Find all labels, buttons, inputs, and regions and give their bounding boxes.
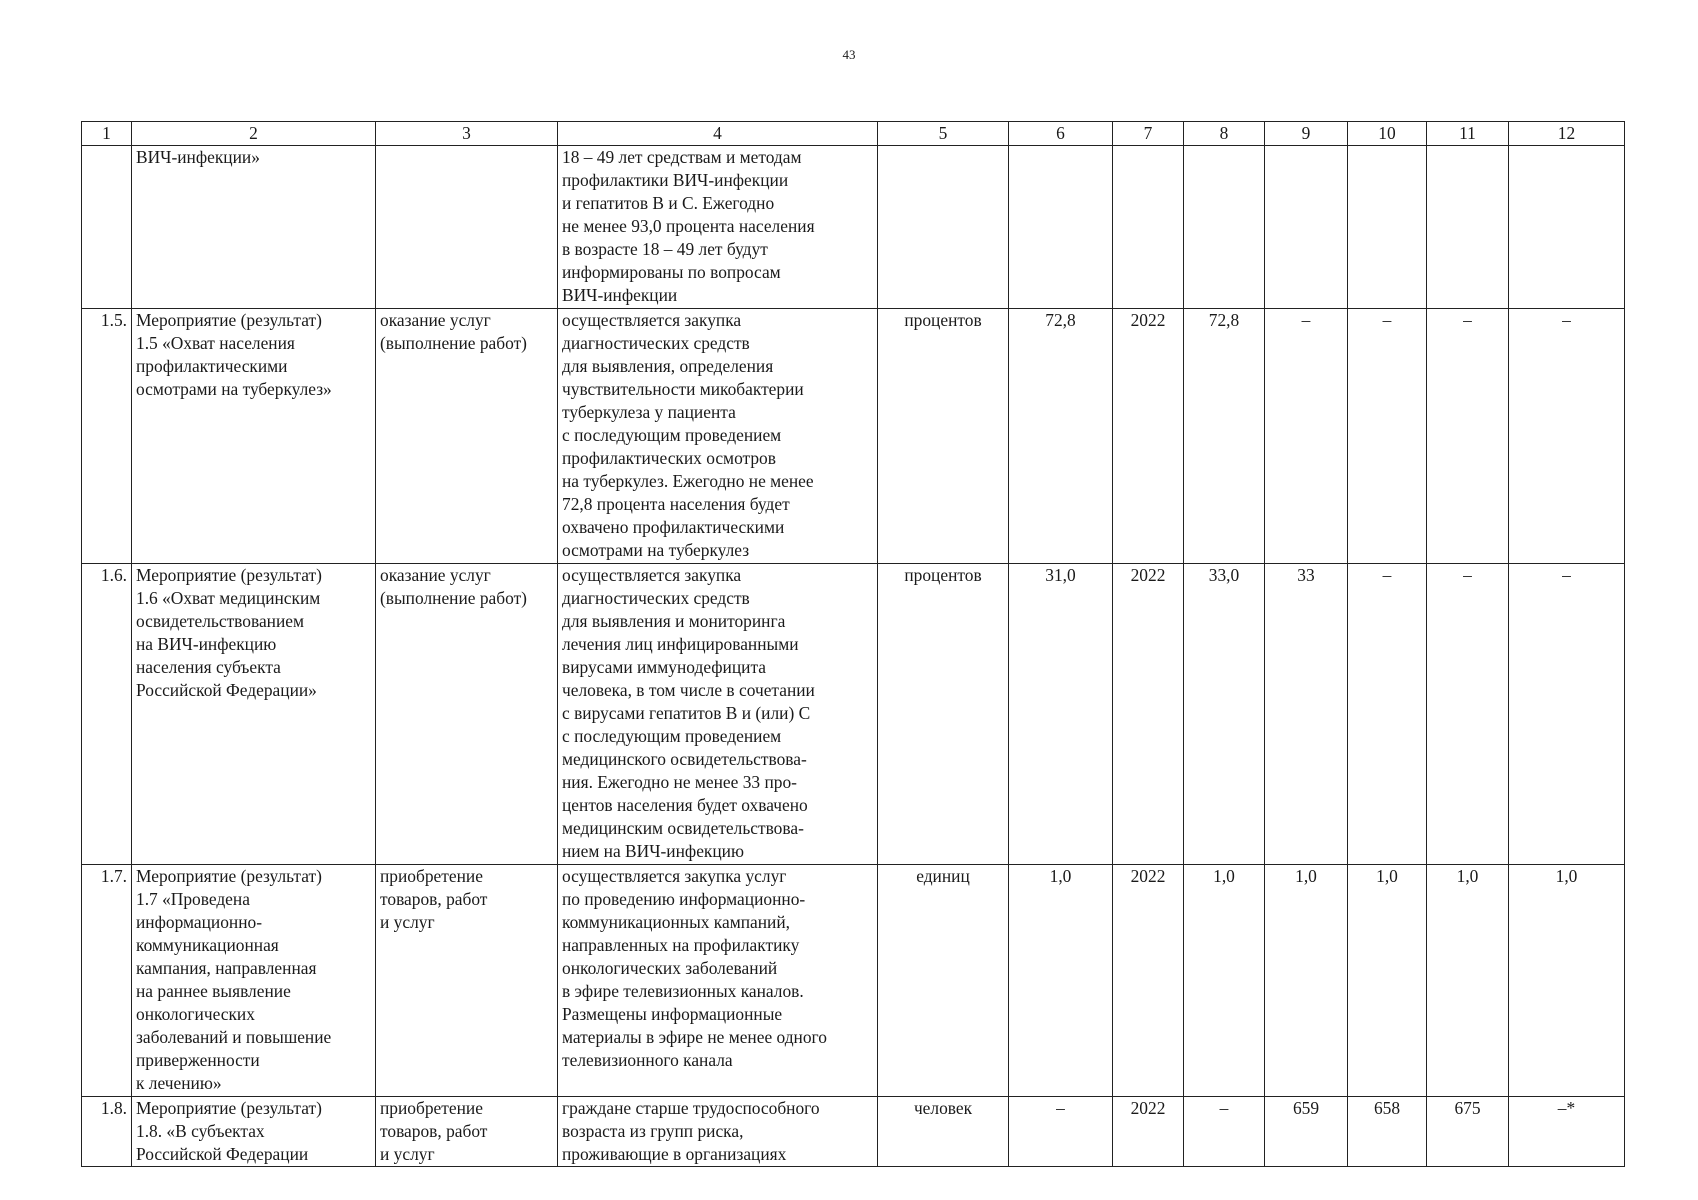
row-number <box>82 146 132 309</box>
value-col-8: – <box>1184 1097 1265 1167</box>
col-header-8: 8 <box>1184 122 1265 146</box>
measure-name: Мероприятие (результат) 1.6 «Охват медицинским освидетельствованием на ВИЧ-инфекцию населения субъекта Российской Федерации» <box>132 564 376 865</box>
base-year <box>1113 146 1184 309</box>
unit: единиц <box>878 865 1009 1097</box>
table-row <box>82 865 1625 1097</box>
value-col-9: 659 <box>1265 1097 1348 1167</box>
base-value: – <box>1009 1097 1113 1167</box>
value-col-11: 675 <box>1427 1097 1509 1167</box>
row-number: 1.6. <box>82 564 132 865</box>
col-header-11: 11 <box>1427 122 1509 146</box>
measure-type: приобретение товаров, работ и услуг <box>376 1097 558 1167</box>
page-number: 43 <box>842 47 856 62</box>
col-header-12: 12 <box>1509 122 1625 146</box>
value-col-12: –* <box>1509 1097 1625 1167</box>
base-value: 72,8 <box>1009 309 1113 564</box>
measure-type: приобретение товаров, работ и услуг <box>376 865 558 1097</box>
col-header-9: 9 <box>1265 122 1348 146</box>
measure-description: 18 – 49 лет средствам и методам профилактики ВИЧ-инфекции и гепатитов В и С. Ежегодно не менее 93,0 процента населения в возрасте 18 – 49 лет будут информированы по вопросам ВИЧ-инфекции <box>558 146 878 309</box>
value-col-8: 72,8 <box>1184 309 1265 564</box>
value-col-12: – <box>1509 309 1625 564</box>
value-col-12 <box>1509 146 1625 309</box>
base-value <box>1009 146 1113 309</box>
header-row <box>82 122 1625 146</box>
measure-description: осуществляется закупка диагностических средств для выявления и мониторинга лечения лиц инфицированными вирусами иммунодефицита человека, в том числе в сочетании с вирусами гепатитов В и (или) С с последующим проведением медицинского освидетельствова- ния. Ежегодно не менее 33 про- центов населения будет охвачено медицинским освидетельствова- нием на ВИЧ-инфекцию <box>558 564 878 865</box>
measure-description: осуществляется закупка услуг по проведению информационно- коммуникационных кампаний, направленных на профилактику онкологических заболеваний в эфире телевизионных каналов. Размещены информационные материалы в эфире не менее одного телевизионного канала <box>558 865 878 1097</box>
measure-description: граждане старше трудоспособного возраста из групп риска, проживающие в организациях <box>558 1097 878 1167</box>
table-row <box>82 1097 1625 1167</box>
measure-name: ВИЧ-инфекции» <box>132 146 376 309</box>
value-col-10: – <box>1348 309 1427 564</box>
base-year: 2022 <box>1113 309 1184 564</box>
value-col-12: 1,0 <box>1509 865 1625 1097</box>
value-col-10: – <box>1348 564 1427 865</box>
value-col-10: 1,0 <box>1348 865 1427 1097</box>
value-col-8 <box>1184 146 1265 309</box>
base-year: 2022 <box>1113 1097 1184 1167</box>
base-year: 2022 <box>1113 865 1184 1097</box>
table-row <box>82 309 1625 564</box>
value-col-11 <box>1427 146 1509 309</box>
value-col-11: – <box>1427 309 1509 564</box>
value-col-10: 658 <box>1348 1097 1427 1167</box>
col-header-2: 2 <box>132 122 376 146</box>
col-header-7: 7 <box>1113 122 1184 146</box>
value-col-9: – <box>1265 309 1348 564</box>
unit: процентов <box>878 564 1009 865</box>
row-number: 1.8. <box>82 1097 132 1167</box>
unit: процентов <box>878 309 1009 564</box>
col-header-6: 6 <box>1009 122 1113 146</box>
col-header-4: 4 <box>558 122 878 146</box>
base-year: 2022 <box>1113 564 1184 865</box>
value-col-8: 1,0 <box>1184 865 1265 1097</box>
value-col-12: – <box>1509 564 1625 865</box>
col-header-1: 1 <box>82 122 132 146</box>
value-col-11: 1,0 <box>1427 865 1509 1097</box>
measure-type <box>376 146 558 309</box>
row-number: 1.7. <box>82 865 132 1097</box>
table-row <box>82 564 1625 865</box>
value-col-9: 33 <box>1265 564 1348 865</box>
unit <box>878 146 1009 309</box>
table-row <box>82 146 1625 309</box>
row-number: 1.5. <box>82 309 132 564</box>
measures-table <box>81 121 1625 1167</box>
col-header-5: 5 <box>878 122 1009 146</box>
base-value: 1,0 <box>1009 865 1113 1097</box>
measure-name: Мероприятие (результат) 1.5 «Охват населения профилактическими осмотрами на туберкулез» <box>132 309 376 564</box>
measure-name: Мероприятие (результат) 1.8. «В субъектах Российской Федерации <box>132 1097 376 1167</box>
base-value: 31,0 <box>1009 564 1113 865</box>
unit: человек <box>878 1097 1009 1167</box>
value-col-9 <box>1265 146 1348 309</box>
value-col-11: – <box>1427 564 1509 865</box>
measure-description: осуществляется закупка диагностических средств для выявления, определения чувствительности микобактерии туберкулеза у пациента с последующим проведением профилактических осмотров на туберкулез. Ежегодно не менее 72,8 процента населения будет охвачено профилактическими осмотрами на туберкулез <box>558 309 878 564</box>
col-header-10: 10 <box>1348 122 1427 146</box>
measure-type: оказание услуг (выполнение работ) <box>376 564 558 865</box>
value-col-8: 33,0 <box>1184 564 1265 865</box>
value-col-9: 1,0 <box>1265 865 1348 1097</box>
measure-type: оказание услуг (выполнение работ) <box>376 309 558 564</box>
measure-name: Мероприятие (результат) 1.7 «Проведена информационно- коммуникационная кампания, направленная на раннее выявление онкологических заболеваний и повышение приверженности к лечению» <box>132 865 376 1097</box>
col-header-3: 3 <box>376 122 558 146</box>
value-col-10 <box>1348 146 1427 309</box>
